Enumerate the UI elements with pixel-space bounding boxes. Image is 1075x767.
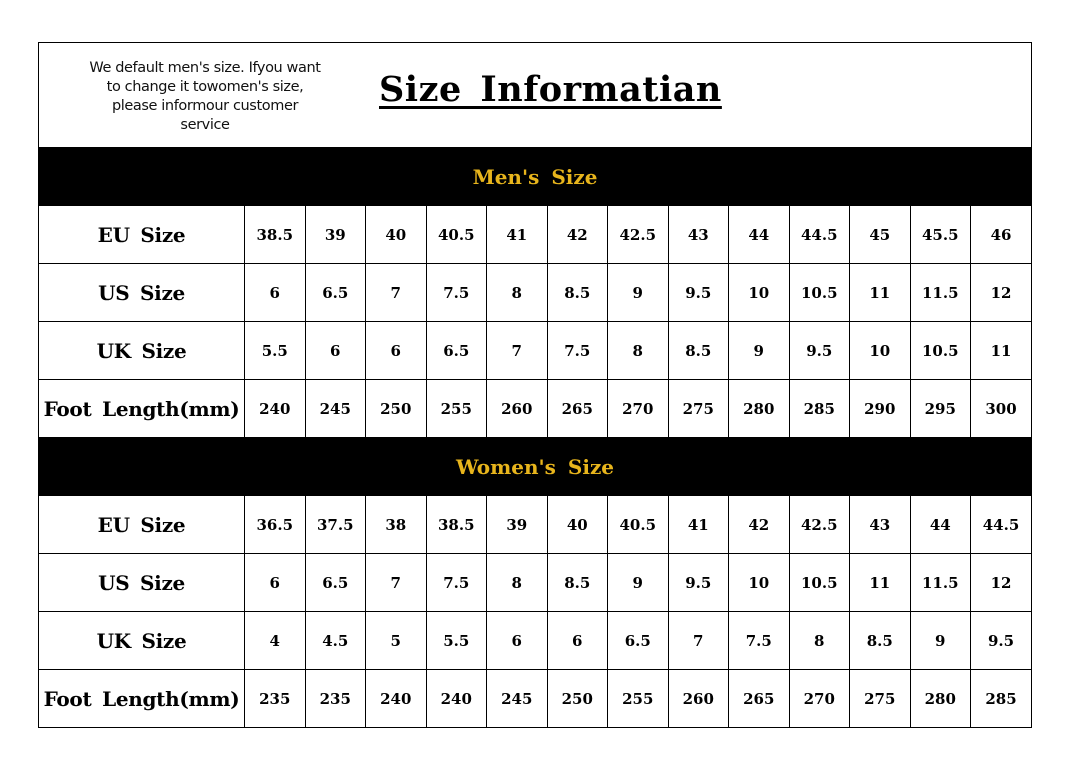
size-cell: 42 [729, 496, 790, 554]
size-cell: 9 [910, 612, 971, 670]
size-cell: 11 [850, 554, 911, 612]
size-cell: 12 [971, 264, 1032, 322]
size-cell: 38.5 [426, 496, 487, 554]
size-cell: 275 [668, 380, 729, 438]
size-cell: 6 [245, 264, 306, 322]
row-label: Foot Length(mm) [39, 670, 245, 728]
mens-size-heading: Men's Size [39, 147, 1031, 206]
size-cell: 12 [971, 554, 1032, 612]
size-cell: 40.5 [608, 496, 669, 554]
size-cell: 46 [971, 206, 1032, 264]
size-cell: 285 [789, 380, 850, 438]
size-cell: 245 [305, 380, 366, 438]
table-row [39, 322, 1031, 380]
size-cell: 7.5 [547, 322, 608, 380]
size-cell: 8.5 [850, 612, 911, 670]
size-cell: 6 [547, 612, 608, 670]
size-cell: 6.5 [608, 612, 669, 670]
row-label: US Size [39, 264, 245, 322]
size-cell: 265 [547, 380, 608, 438]
size-cell: 9 [608, 264, 669, 322]
size-cell: 11.5 [910, 554, 971, 612]
size-cell: 235 [305, 670, 366, 728]
page-title: Size Informatian [379, 69, 722, 110]
size-cell: 9.5 [668, 264, 729, 322]
size-note: We default men's size. Ifyou want to change it towomen's size, please informour customer service [89, 60, 321, 133]
size-cell: 11.5 [910, 264, 971, 322]
size-cell: 6 [245, 554, 306, 612]
size-cell: 7.5 [426, 264, 487, 322]
row-label: UK Size [39, 612, 245, 670]
row-label: EU Size [39, 496, 245, 554]
size-cell: 42.5 [789, 496, 850, 554]
womens-size-table [39, 496, 1031, 727]
size-cell: 4.5 [305, 612, 366, 670]
size-cell: 10.5 [789, 554, 850, 612]
size-cell: 5.5 [245, 322, 306, 380]
row-label: Foot Length(mm) [39, 380, 245, 438]
size-cell: 8 [487, 264, 548, 322]
size-cell: 10 [729, 554, 790, 612]
size-cell: 8 [608, 322, 669, 380]
size-cell: 9.5 [789, 322, 850, 380]
size-cell: 44 [910, 496, 971, 554]
size-cell: 240 [366, 670, 427, 728]
size-cell: 255 [426, 380, 487, 438]
row-label: UK Size [39, 322, 245, 380]
size-cell: 300 [971, 380, 1032, 438]
size-cell: 265 [729, 670, 790, 728]
size-cell: 36.5 [245, 496, 306, 554]
size-cell: 6.5 [305, 554, 366, 612]
size-cell: 260 [487, 380, 548, 438]
size-cell: 5 [366, 612, 427, 670]
table-row [39, 380, 1031, 438]
size-cell: 44.5 [789, 206, 850, 264]
size-cell: 39 [305, 206, 366, 264]
size-cell: 9 [608, 554, 669, 612]
size-cell: 280 [910, 670, 971, 728]
size-cell: 45.5 [910, 206, 971, 264]
table-row [39, 264, 1031, 322]
size-cell: 7.5 [729, 612, 790, 670]
size-cell: 275 [850, 670, 911, 728]
size-cell: 260 [668, 670, 729, 728]
size-cell: 290 [850, 380, 911, 438]
size-cell: 38 [366, 496, 427, 554]
size-cell: 8 [487, 554, 548, 612]
womens-size-heading: Women's Size [39, 437, 1031, 496]
size-cell: 6 [487, 612, 548, 670]
table-row [39, 496, 1031, 554]
size-cell: 41 [668, 496, 729, 554]
size-cell: 40 [366, 206, 427, 264]
mens-size-table [39, 206, 1031, 437]
size-cell: 240 [245, 380, 306, 438]
size-cell: 280 [729, 380, 790, 438]
size-cell: 9.5 [668, 554, 729, 612]
size-cell: 44 [729, 206, 790, 264]
size-cell: 7 [366, 554, 427, 612]
size-cell: 6 [366, 322, 427, 380]
size-cell: 270 [608, 380, 669, 438]
table-row [39, 612, 1031, 670]
size-cell: 37.5 [305, 496, 366, 554]
table-row [39, 206, 1031, 264]
size-cell: 40.5 [426, 206, 487, 264]
row-label: US Size [39, 554, 245, 612]
size-chart [38, 42, 1032, 728]
size-cell: 8 [789, 612, 850, 670]
size-cell: 235 [245, 670, 306, 728]
size-cell: 6.5 [426, 322, 487, 380]
size-cell: 240 [426, 670, 487, 728]
size-cell: 6 [305, 322, 366, 380]
size-cell: 44.5 [971, 496, 1032, 554]
size-cell: 10 [729, 264, 790, 322]
size-cell: 255 [608, 670, 669, 728]
size-cell: 43 [668, 206, 729, 264]
size-cell: 245 [487, 670, 548, 728]
size-cell: 8.5 [547, 264, 608, 322]
size-cell: 11 [971, 322, 1032, 380]
size-cell: 40 [547, 496, 608, 554]
size-cell: 42.5 [608, 206, 669, 264]
size-cell: 10.5 [789, 264, 850, 322]
table-row [39, 670, 1031, 728]
size-cell: 45 [850, 206, 911, 264]
size-cell: 7.5 [426, 554, 487, 612]
size-cell: 9.5 [971, 612, 1032, 670]
size-cell: 42 [547, 206, 608, 264]
size-cell: 295 [910, 380, 971, 438]
size-cell: 250 [366, 380, 427, 438]
size-cell: 9 [729, 322, 790, 380]
row-label: EU Size [39, 206, 245, 264]
size-cell: 8.5 [668, 322, 729, 380]
size-cell: 250 [547, 670, 608, 728]
size-cell: 43 [850, 496, 911, 554]
table-row [39, 554, 1031, 612]
size-cell: 39 [487, 496, 548, 554]
size-cell: 11 [850, 264, 911, 322]
size-cell: 10.5 [910, 322, 971, 380]
size-cell: 4 [245, 612, 306, 670]
size-cell: 285 [971, 670, 1032, 728]
size-cell: 41 [487, 206, 548, 264]
size-cell: 6.5 [305, 264, 366, 322]
size-cell: 7 [668, 612, 729, 670]
size-cell: 38.5 [245, 206, 306, 264]
size-cell: 5.5 [426, 612, 487, 670]
size-cell: 270 [789, 670, 850, 728]
size-cell: 7 [366, 264, 427, 322]
size-cell: 7 [487, 322, 548, 380]
chart-header [39, 43, 1031, 147]
size-cell: 8.5 [547, 554, 608, 612]
size-cell: 10 [850, 322, 911, 380]
